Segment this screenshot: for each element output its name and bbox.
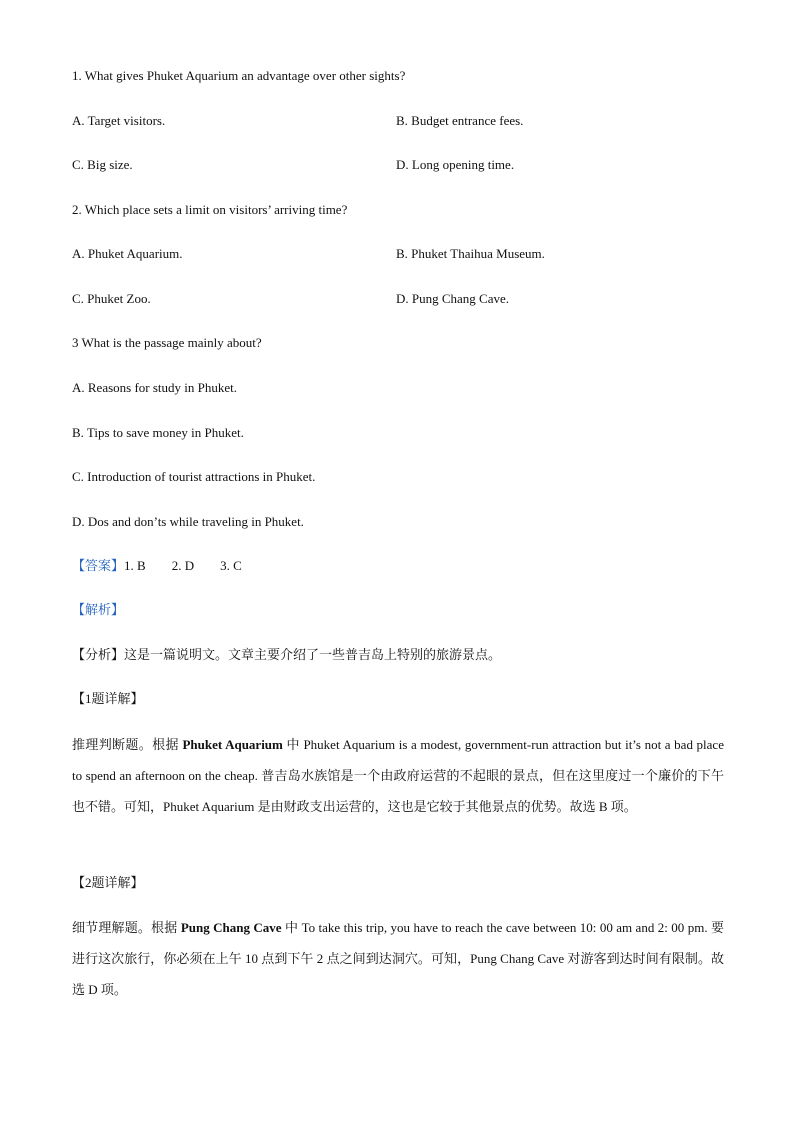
answer-item-1: 1. B xyxy=(124,558,146,573)
question-2-option-c: C. Phuket Zoo. xyxy=(72,291,151,306)
question-2-option-a: A. Phuket Aquarium. xyxy=(72,246,183,261)
question-3-stem: 3 What is the passage mainly about? xyxy=(72,335,262,350)
question-3-option-b: B. Tips to save money in Phuket. xyxy=(72,425,244,440)
detail-1-keyword: Phuket Aquarium xyxy=(182,737,283,752)
detail-1-body: 中 Phuket Aquarium is a modest, government-run attraction but it’s not a bad place to spend an afternoon on the cheap. 普吉岛水族馆是一个由政府运营的不起眼的景点，但在这里度过一个廉价的下午也不错。可知，Phuket Aquarium 是由财政支出运营的，这也是它较于其他景点的优势。故选 B 项。 xyxy=(72,737,724,814)
question-2-stem: 2. Which place sets a limit on visitors’ arriving time? xyxy=(72,202,348,217)
question-2-option-b: B. Phuket Thaihua Museum. xyxy=(396,246,545,261)
answer-line xyxy=(72,557,242,575)
question-3-option-d: D. Dos and don’ts while traveling in Phuket. xyxy=(72,514,304,529)
detail-2-heading: 【2题详解】 xyxy=(72,875,144,890)
analysis-summary xyxy=(72,646,501,664)
question-3-option-a: A. Reasons for study in Phuket. xyxy=(72,380,238,395)
summary-label: 【分析】 xyxy=(72,647,125,662)
summary-text: 这是一篇说明文。文章主要介绍了一些普吉岛上特别的旅游景点。 xyxy=(124,647,502,662)
answer-label: 【答案】 xyxy=(72,558,125,573)
question-3-option-c: C. Introduction of tourist attractions in Phuket. xyxy=(72,469,316,484)
detail-1-heading: 【1题详解】 xyxy=(72,691,144,706)
detail-2-paragraph xyxy=(72,912,724,1005)
detail-2-lead: 细节理解题。根据 xyxy=(72,920,181,935)
detail-2-keyword: Pung Chang Cave xyxy=(180,920,282,935)
answer-item-3: 3. C xyxy=(220,558,242,573)
question-1-option-b: B. Budget entrance fees. xyxy=(396,113,524,128)
question-1-option-a: A. Target visitors. xyxy=(72,113,166,128)
answer-item-2: 2. D xyxy=(171,558,195,573)
analysis-heading: 【解析】 xyxy=(72,602,125,617)
detail-1-lead: 推理判断题。根据 xyxy=(72,737,183,752)
detail-1-paragraph xyxy=(72,729,724,822)
question-1-option-d: D. Long opening time. xyxy=(396,157,515,172)
question-1-stem: 1. What gives Phuket Aquarium an advantage over other sights? xyxy=(72,68,406,83)
detail-2-body: 中 To take this trip, you have to reach the cave between 10: 00 am and 2: 00 pm. 要进行这次旅行，你必须在上午 10 点到下午 2 点之间到达洞穴。可知，Pung Chang Cave 对游客到达时间有限制。故选 D 项。 xyxy=(72,920,724,997)
question-1-option-c: C. Big size. xyxy=(72,157,133,172)
question-2-option-d: D. Pung Chang Cave. xyxy=(396,291,510,306)
